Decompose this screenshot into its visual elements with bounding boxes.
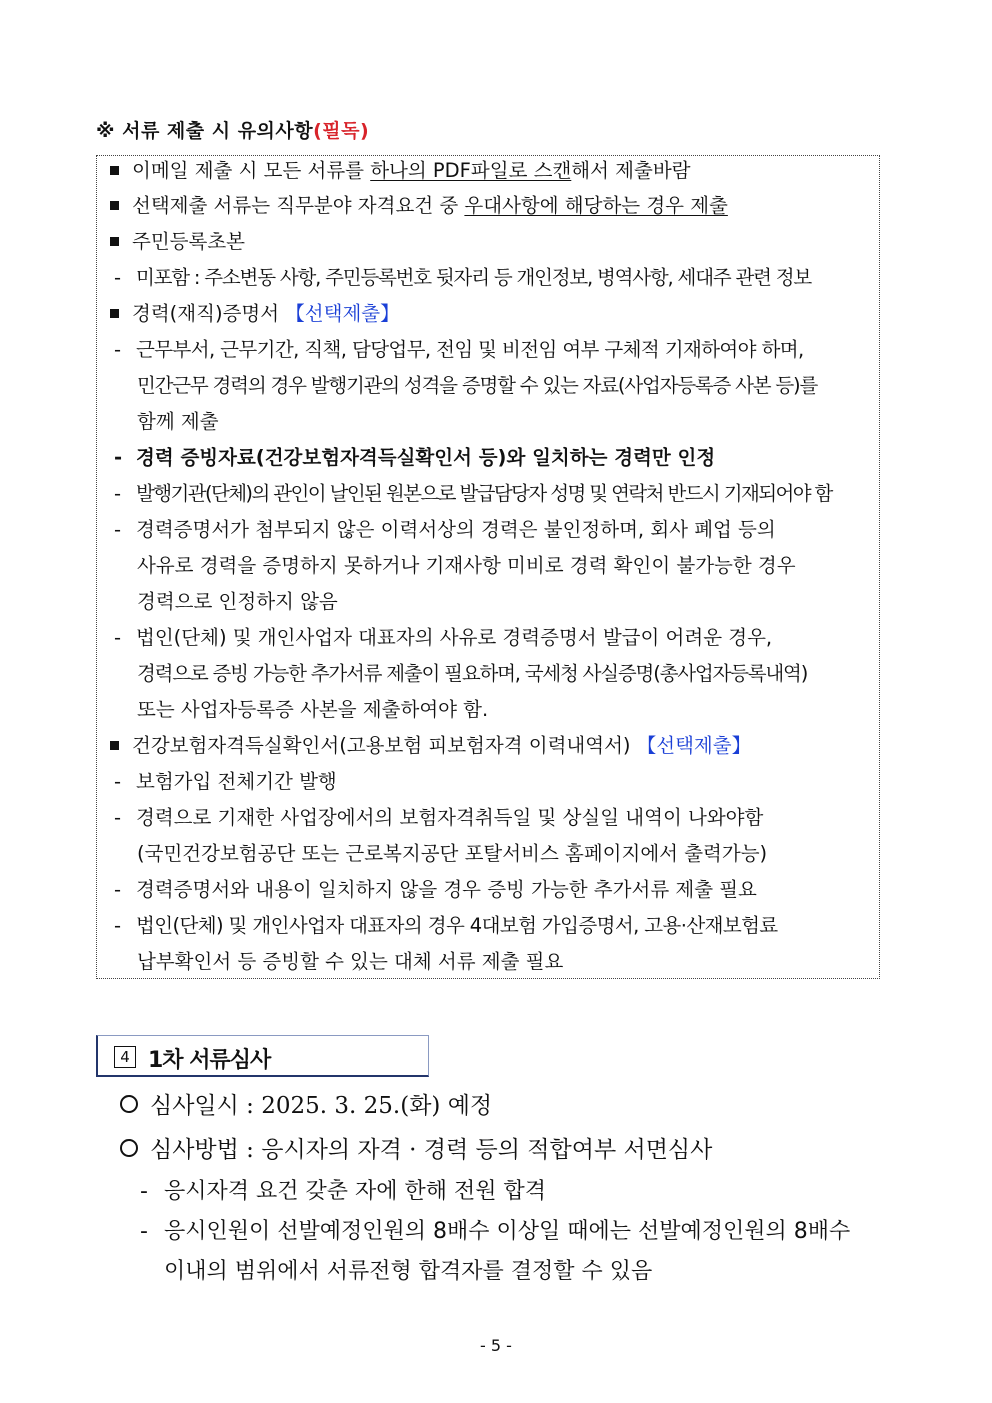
notice-line: 또는 사업자등록증 사본을 제출하여야 함. [137, 698, 489, 721]
notice-line: - 경력 증빙자료(건강보험자격득실확인서 등)와 일치하는 경력만 인정 [114, 446, 716, 469]
notice-title-emphasis: (필독) [313, 120, 370, 142]
section-title: 1차 서류심사 [148, 1048, 271, 1073]
notice-line: 경력으로 증빙 가능한 추가서류 제출이 필요하며, 국세청 사실증명(총사업자등록내역) [137, 662, 808, 685]
section-item: 심사방법 : 응시자의 자격 · 경력 등의 적합여부 서면심사 [120, 1136, 712, 1164]
notice-line: 이메일 제출 시 모든 서류를 하나의 PDF파일로 스캔해서 제출바람 [110, 159, 691, 183]
notice-line: 경력으로 인정하지 않음 [137, 590, 338, 613]
square-bullet-icon [110, 741, 119, 750]
notice-line: - 경력증명서가 첨부되지 않은 이력서상의 경력은 불인정하며, 회사 폐업 등의 [114, 518, 776, 541]
section-subitem: 이내의 범위에서 서류전형 합격자를 결정할 수 있음 [164, 1259, 653, 1284]
notice-line: 납부확인서 등 증빙할 수 있는 대체 서류 제출 필요 [137, 950, 564, 973]
circle-bullet-icon [120, 1139, 138, 1157]
notice-line: 주민등록초본 [110, 230, 245, 254]
square-bullet-icon [110, 309, 119, 318]
notice-line: 경력(재직)증명서 【선택제출】 [110, 302, 400, 326]
notice-line: 건강보험자격득실확인서(고용보험 피보험자격 이력내역서) 【선택제출】 [110, 734, 751, 758]
notice-line: - 경력으로 기재한 사업장에서의 보험자격취득일 및 상실일 내역이 나와야함 [114, 806, 764, 829]
notice-line: (국민건강보험공단 또는 근로복지공단 포탈서비스 홈페이지에서 출력가능) [137, 842, 768, 865]
circle-bullet-icon [120, 1095, 138, 1113]
notice-line: - 발행기관(단체)의 관인이 날인된 원본으로 발급담당자 성명 및 연락처 반드시 기재되어야 함 [114, 482, 832, 505]
section-item: 심사일시 : 2025. 3. 25.(화) 예정 [120, 1092, 492, 1120]
square-bullet-icon [110, 237, 119, 246]
notice-line: 함께 제출 [137, 410, 219, 433]
notice-line: 사유로 경력을 증명하지 못하거나 기재사항 미비로 경력 확인이 불가능한 경우 [137, 554, 796, 577]
square-bullet-icon [110, 201, 119, 210]
page-number: - 5 - [480, 1336, 512, 1355]
section-number: 4 [114, 1046, 136, 1068]
notice-title-text: ※ 서류 제출 시 유의사항 [96, 120, 314, 142]
optional-tag: 【선택제출】 [636, 734, 752, 757]
notice-line: - 경력증명서와 내용이 일치하지 않을 경우 증빙 가능한 추가서류 제출 필요 [114, 878, 757, 901]
notice-line: - 법인(단체) 및 개인사업자 대표자의 경우 4대보험 가입증명서, 고용·산재보험료 [114, 914, 778, 937]
notice-line: - 근무부서, 근무기간, 직책, 담당업무, 전임 및 비전임 여부 구체적 기재하여야 하며, [114, 338, 804, 361]
notice-line: - 미포함 : 주소변동 사항, 주민등록번호 뒷자리 등 개인정보, 병역사항, 세대주 관련 정보 [114, 266, 812, 289]
section-subitem: - 응시자격 요건 갖춘 자에 한해 전원 합격 [140, 1179, 546, 1204]
square-bullet-icon [110, 166, 119, 175]
notice-title [96, 116, 369, 143]
section-subitem: - 응시인원이 선발예정인원의 8배수 이상일 때에는 선발예정인원의 8배수 [140, 1219, 851, 1244]
notice-line: 선택제출 서류는 직무분야 자격요건 중 우대사항에 해당하는 경우 제출 [110, 194, 728, 218]
notice-line: 민간근무 경력의 경우 발행기관의 성격을 증명할 수 있는 자료(사업자등록증 사본 등)를 [137, 374, 818, 397]
notice-line: - 보험가입 전체기간 발행 [114, 770, 337, 793]
optional-tag: 【선택제출】 [285, 302, 400, 325]
notice-line: - 법인(단체) 및 개인사업자 대표자의 사유로 경력증명서 발급이 어려운 경우, [114, 626, 773, 649]
